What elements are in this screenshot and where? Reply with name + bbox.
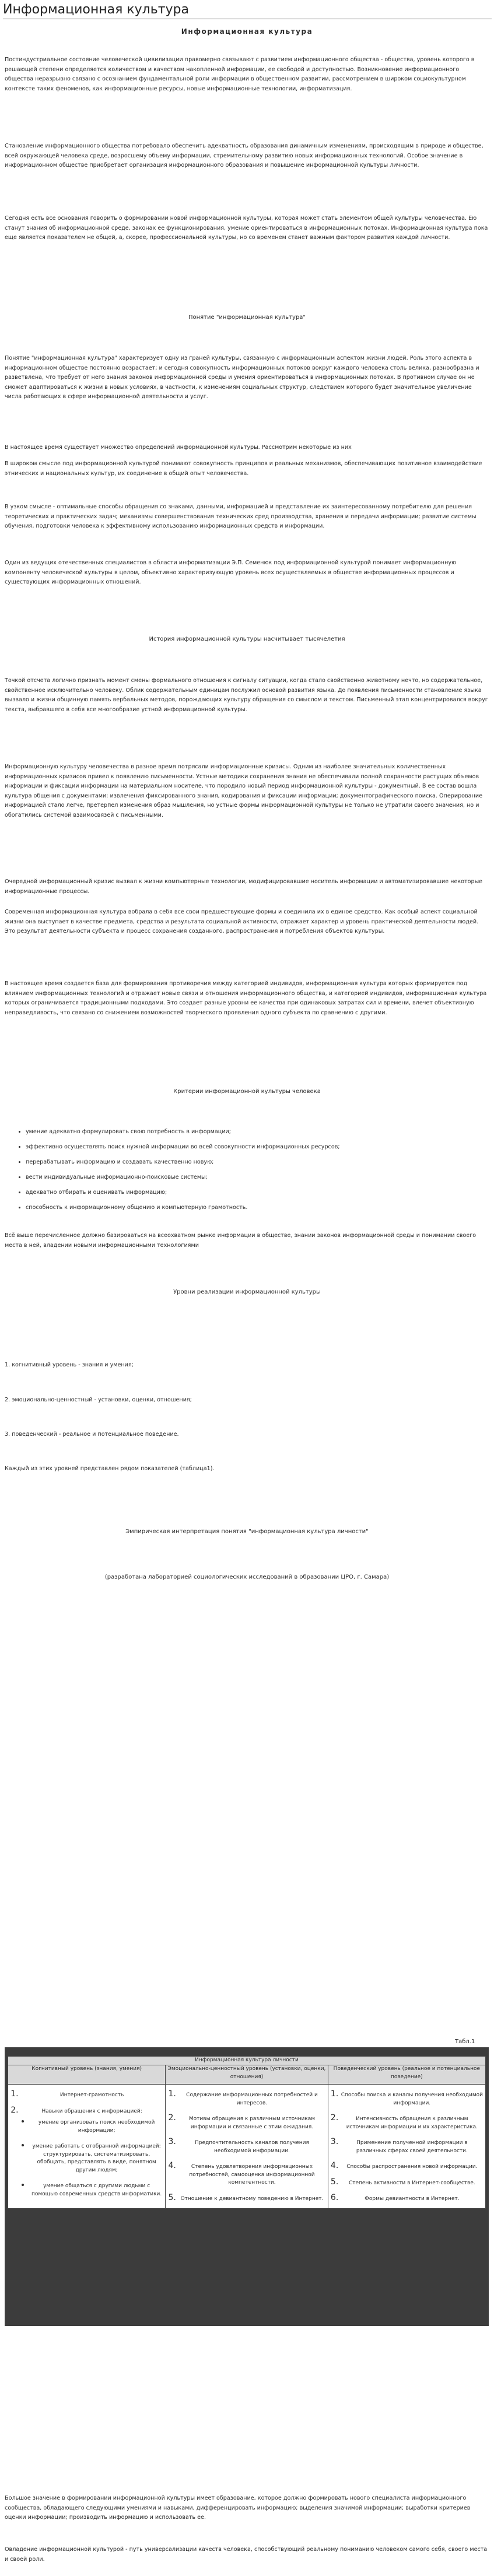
table-column-header: Когнитивный уровень (знания, умения) [8,2065,166,2085]
closing-paragraph-2: Овладение информационной культурой - путь универсализации качеств человека, способствующий реальному пониманию человеком самого себя, своего места и своей роли. [5,2546,488,2563]
intro-paragraph-1: Постиндустриальное состояние человеческой цивилизации правомерно связывают с развитием информационного общества - общества, уровень которого в решающей степени определяется количеством и качеством накопленной информации, ее свободой и доступностью. Возникновение информационного общества неразрывно связано с осознанием фундаментальной роли информации в общественном развитии, рассмотрением в широком социокультурном контексте таких феноменов, как информационные ресурсы, новые информационные технологии, информатизация. [5,57,475,92]
list-item: 1. Интернет-грамотность [21,2088,163,2100]
list-item: • умение организовать поиск необходимой информации; [30,2115,163,2135]
criteria-summary: Всё выше перечисленное должно базироваться на всеохватном рынке информации в обществе, знании законов информационной среды и понимании своего места в ней, владении новыми информационными технологиями [5,1232,477,1249]
list-item: 2. Мотивы обращения к различным источникам информации и связанные с этим ожидания. [178,2112,325,2131]
concept-paragraph-2: В настоящее время существует множество определений информационной культуры. Рассмотрим некоторые из них [5,444,352,451]
levels-table [8,2056,486,2209]
list-item: 3. Применение полученной информации в различных сферах своей деятельности. [341,2136,483,2155]
list-item: 1. Содержание информационных потребностей и интересов. [178,2088,325,2107]
intro-paragraph-3: Сегодня есть все основания говорить о формировании новой информационной культуры, которая может стать элементом общей культуры человечества. Ею станут знания об информационной среде, законах ее функционирования, умение ориентироваться в информационных потоках. Информационная культура пока еще является показателем не общей, а, скорее, профессиональной культуры, но со временем станет важным фактором развития каждой личности. [5,215,488,241]
list-item: • вести индивидуальные информационно-поисковые системы; [26,1170,486,1185]
table-reference: Табл.1 [455,2039,475,2045]
skills-sublist [21,2115,163,2198]
list-item: • умение адекватно формулировать свою потребность в информации; [26,1124,486,1140]
list-item: 2. Интенсивность обращения к различным источникам информации и их характеристика. [341,2112,483,2131]
history-paragraph-1: Точкой отсчета логично признать момент смены формального отношения к сигналу ситуации, когда стало свойственно животному нечто, но содержательное, свойственное исключительно человеку. Облик содержательным единицам послужил основой развития языка. До появления письменности становление языка вызвало и жизни общинную память вербальных методов, порождающих культуру обращения со смыслом и текстом. Письменный этап концентрировался вокруг текста, выбравшего в себя все многообразие устной информационной культуры. [5,677,488,713]
list-item [21,2104,163,2199]
list-item: 6. Формы девиантности в Интернет. [341,2192,483,2204]
list-item: 5. Степень активности в Интернет-сообществе. [341,2176,483,2188]
history-paragraph-2: Информационную культуру человечества в разное время потрясали информационные кризисы. Одним из наиболее значительных количественных информационных кризисов привел к появлению письменности. Устные методики сохранения знания не обеспечивали полной сохранности растущих объемов информации и фиксации информации на материальном носителе, что породило новый период информационной культуры - документный. В ее состав вошла культура общения с документами: извлечения фиксированного знания, кодирования и фиксации информации; документографического поиска. Оперирование информацией стало легче, претерпел изменения образ мышления, но устные формы информационной культуры не только не утратили своего значения, но и обогатились системой взаимосвязей с письменными. [5,764,482,818]
list-item: • способность к информационному общению и компьютерную грамотность. [26,1200,486,1215]
list-item: 4. Способы распространения новой информации. [341,2160,483,2171]
list-item-label: Навыки обращения с информацией: [41,2108,142,2114]
section-title-interpretation: Эмпирическая интерпретация понятия "информационная культура личности" [125,1528,369,1535]
article-title: Информационная культура [181,27,313,36]
list-item: 4. Степень удовлетворения информационных потребностей, самооценка информационной компетентности. [178,2160,325,2187]
intro-paragraph-2: Становление информационного общества потребовало обеспечить адекватность образования динамичным изменениям, происходящим в природе и обществе, всей окружающей человека среде, возросшему объему информации, стремительному развитию новых информационных технологий. Особое значение в информационном обществе приобретает организация информационного образования и повышение информационной культуры личности. [5,143,484,168]
table-cell-cognitive [8,2085,166,2209]
table-column-header: Поведенческий уровень (реальное и потенциальное поведение) [328,2065,485,2085]
list-item: • перерабатывать информацию и создавать качественно новую; [26,1155,486,1170]
closing-paragraph-1: Большое значение в формировании информационной культуры имеет образование, которое должно формировать нового специалиста информационного сообщества, обладающего следующими умениями и навыками, дифференцировать информацию; выделения значимой информации; выработки критериев оценки информации; производить информацию и использовать ее. [5,2495,471,2521]
section-title-levels: Уровни реализации информационной культуры [173,1289,321,1295]
section-title-history: История информационной культуры насчитывает тысячелетия [149,636,345,642]
section-title-concept: Понятие "информационная культура" [188,314,306,321]
list-item: 3. Предпочтительность каналов получения необходимой информации. [178,2136,325,2155]
list-item: • умение общаться с другими людьми с помощью современных средств информатики. [30,2179,163,2198]
interpretation-source: (разработана лабораторией социологических исследований в образовании ЦРО, г. Самара) [104,1574,390,1580]
list-item: 5. Отношение к девиантному поведению в Интернет. [178,2192,325,2204]
table-caption: Информационная культура личности [8,2057,486,2065]
concept-paragraph-1: Понятие "информационная культура" характеризует одну из граней культуры, связанную с информационным аспектом жизни людей. Роль этого аспекта в информационном обществе постоянно возрастает; и сегодня совокупность информационных потоков вокруг каждого человека столь велика, разнообразна и разветвлена, что требует от него знания законов информационной среды и умения ориентироваться в информационных потоках. В противном случае он не сможет адаптироваться к жизни в новых условиях, в частности, к изменениям социальных структур, следствием которого будет значительное увеличение числа работающих в сфере информационной деятельности и услуг. [5,355,479,400]
table-cell-emotional [166,2085,328,2209]
list-item: • адекватно отбирать и оценивать информацию; [26,1185,486,1200]
history-paragraph-5: В настоящее время создается база для формирования противоречия между категорией индивидов, информационная культура которых формируется под влиянием информационных технологий и отражает новые связи и отношения информационного общества, и категорией индивидов, информационная культура которых ограничивается традиционными подходами. Это создает разные уровни ее качества при одинаковых затратах сил и времени, влечет объективную неправедливость, что связано со снижением возможностей творческого проявления одного субъекта по сравнению с другими. [5,981,487,1016]
list-item: • эффективно осуществлять поиск нужной информации во всей совокупности информационных ресурсов; [26,1140,486,1155]
section-title-criteria: Критерии информационной культуры человека [173,1088,321,1095]
concept-paragraph-3: В широком смысле под информационной культурой понимают совокупность принципов и реальных механизмов, обеспечивающих позитивное взаимодействие этнических и национальных культур, их соединение в общий опыт человечества. [5,461,482,477]
list-item: • умение работать с отобранной информацией: структурировать, систематизировать, обобщать, представлять в виде, понятном другим людям; [30,2139,163,2174]
level-emotional: 2. эмоционально-ценностный - установки, оценки, отношения; [5,1397,192,1403]
table-column-header: Эмоционально-ценностный уровень (установки, оценки, отношения) [166,2065,328,2085]
criteria-list [16,1124,486,1215]
levels-note: Каждый из этих уровней представлен рядом показателей (таблица1). [5,1466,215,1472]
table-cell-behavioral [328,2085,485,2209]
site-title: Информационная культура [3,2,189,17]
level-cognitive: 1. когнитивный уровень - знания и умения; [5,1362,134,1368]
history-paragraph-3: Очередной информационный кризис вызвал к жизни компьютерные технологии, модифицировавшие носитель информации и автоматизировавшие некоторые информационные процессы. [5,878,483,895]
level-behavioral: 3. поведенческий - реальное и потенциальное поведение. [5,1431,179,1438]
concept-paragraph-5: Один из ведущих отечественных специалистов в области информатизации Э.П. Семенюк под информационной культурой понимает информационную компоненту человеческой культуры в целом, объективно характеризующую уровень всех осуществляемых в обществе информационных процессов и существующих информационных отношений. [5,560,457,585]
concept-paragraph-4: В узком смысле - оптимальные способы обращения со знаками, данными, информацией и представление их заинтересованному потребителю для решения теоретических и практических задач; механизмы совершенствования технических сред производства, хранения и передачи информации; развитие системы обучения, подготовки человека к эффективному использованию информационных средств и информации. [5,504,477,529]
history-paragraph-4: Современная информационная культура вобрала в себя все свои предшествующие формы и соединила их в единое средство. Как особый аспект социальной жизни она выступает в качестве предмета, средства и результата социальной активности, отражает характер и уровень практической деятельности людей. Это результат деятельности субъекта и процесс сохранения созданного, распространения и потребления объектов культуры. [5,909,479,934]
list-item: 1. Способы поиска и каналы получения необходимой информации. [341,2088,483,2107]
